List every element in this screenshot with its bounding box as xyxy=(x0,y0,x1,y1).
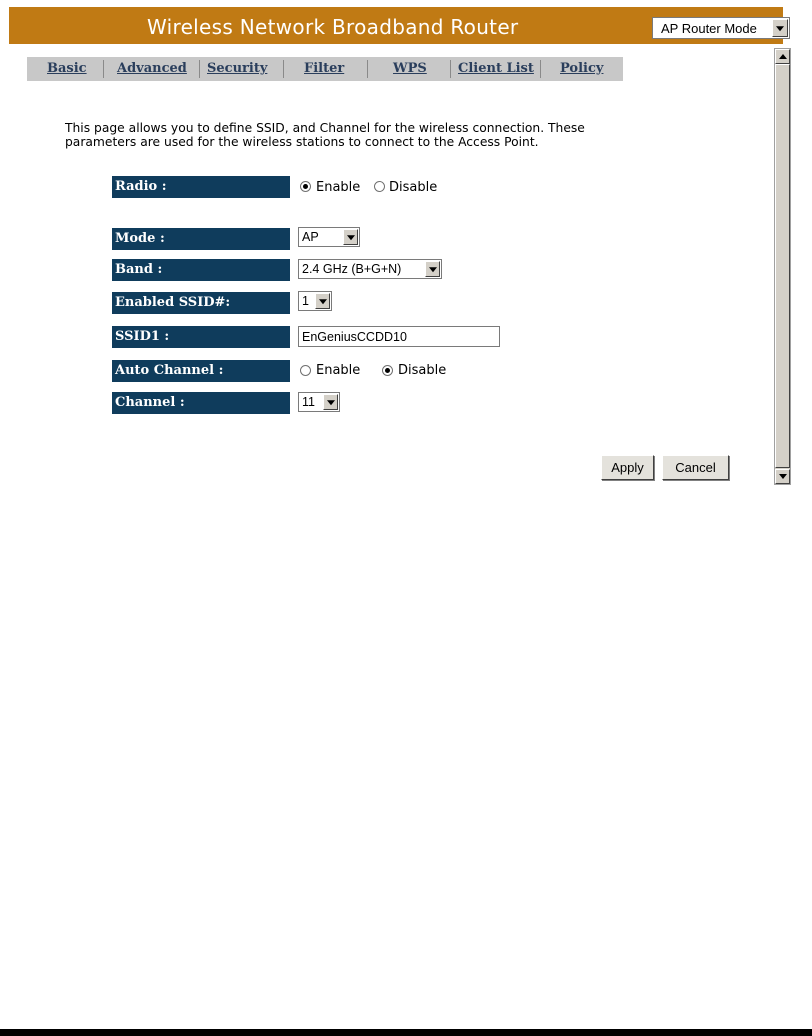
title-bar xyxy=(9,7,783,44)
tab-filter[interactable]: Filter xyxy=(304,61,345,76)
channel-label: Channel : xyxy=(112,392,290,414)
band-select[interactable] xyxy=(298,259,442,279)
cancel-button[interactable]: Cancel xyxy=(662,455,729,480)
ssid1-input[interactable] xyxy=(298,326,500,347)
radio-disable-label: Disable xyxy=(389,180,438,195)
tab-policy[interactable]: Policy xyxy=(560,61,604,76)
mode-label: Mode : xyxy=(112,228,290,250)
chevron-down-icon[interactable] xyxy=(343,229,358,245)
auto-channel-disable-radio[interactable] xyxy=(382,365,393,376)
tab-separator xyxy=(450,60,451,78)
radio-disable-radio[interactable] xyxy=(374,181,385,192)
tab-client-list[interactable]: Client List xyxy=(458,61,534,76)
scroll-down-icon[interactable] xyxy=(775,469,790,484)
tab-advanced[interactable]: Advanced xyxy=(117,61,187,76)
radio-enable-radio[interactable] xyxy=(300,181,311,192)
auto-channel-enable-label: Enable xyxy=(316,363,361,378)
description-line-1: This page allows you to define SSID, and Channel for the wireless connection. These xyxy=(65,121,585,135)
app-title: Wireless Network Broadband Router xyxy=(147,15,519,39)
tab-separator xyxy=(367,60,368,78)
ssid1-label: SSID1 : xyxy=(112,326,290,348)
description-line-2: parameters are used for the wireless stations to connect to the Access Point. xyxy=(65,135,539,149)
chevron-down-icon[interactable] xyxy=(772,19,788,37)
tab-basic[interactable]: Basic xyxy=(47,61,87,76)
channel-select[interactable] xyxy=(298,392,340,412)
channel-value: 11 xyxy=(302,395,315,409)
vertical-scrollbar[interactable] xyxy=(774,48,791,485)
radio-label: Radio : xyxy=(112,176,290,198)
tab-security[interactable]: Security xyxy=(207,61,268,76)
auto-channel-label: Auto Channel : xyxy=(112,360,290,382)
auto-channel-disable-label: Disable xyxy=(398,363,447,378)
scrollbar-thumb[interactable] xyxy=(775,64,790,468)
tab-separator xyxy=(199,60,200,78)
band-label: Band : xyxy=(112,259,290,281)
chevron-down-icon[interactable] xyxy=(315,293,330,309)
tab-separator xyxy=(283,60,284,78)
tab-separator xyxy=(103,60,104,78)
tab-wps[interactable]: WPS xyxy=(393,61,427,76)
band-value: 2.4 GHz (B+G+N) xyxy=(302,262,402,276)
apply-button[interactable]: Apply xyxy=(601,455,654,480)
radio-enable-label: Enable xyxy=(316,180,361,195)
tab-separator xyxy=(540,60,541,78)
auto-channel-enable-radio[interactable] xyxy=(300,365,311,376)
enabled-ssid-select[interactable] xyxy=(298,291,332,311)
chevron-down-icon[interactable] xyxy=(425,261,440,277)
bottom-border xyxy=(0,1029,812,1036)
mode-value: AP xyxy=(302,230,319,244)
scroll-up-icon[interactable] xyxy=(775,49,790,64)
chevron-down-icon[interactable] xyxy=(323,394,338,410)
tab-bar xyxy=(27,57,623,81)
page-description xyxy=(65,121,705,149)
enabled-ssid-label: Enabled SSID#: xyxy=(112,292,290,314)
router-mode-value: AP Router Mode xyxy=(661,21,757,36)
mode-select[interactable] xyxy=(298,227,360,247)
router-mode-select[interactable] xyxy=(652,17,790,39)
enabled-ssid-value: 1 xyxy=(302,294,309,308)
